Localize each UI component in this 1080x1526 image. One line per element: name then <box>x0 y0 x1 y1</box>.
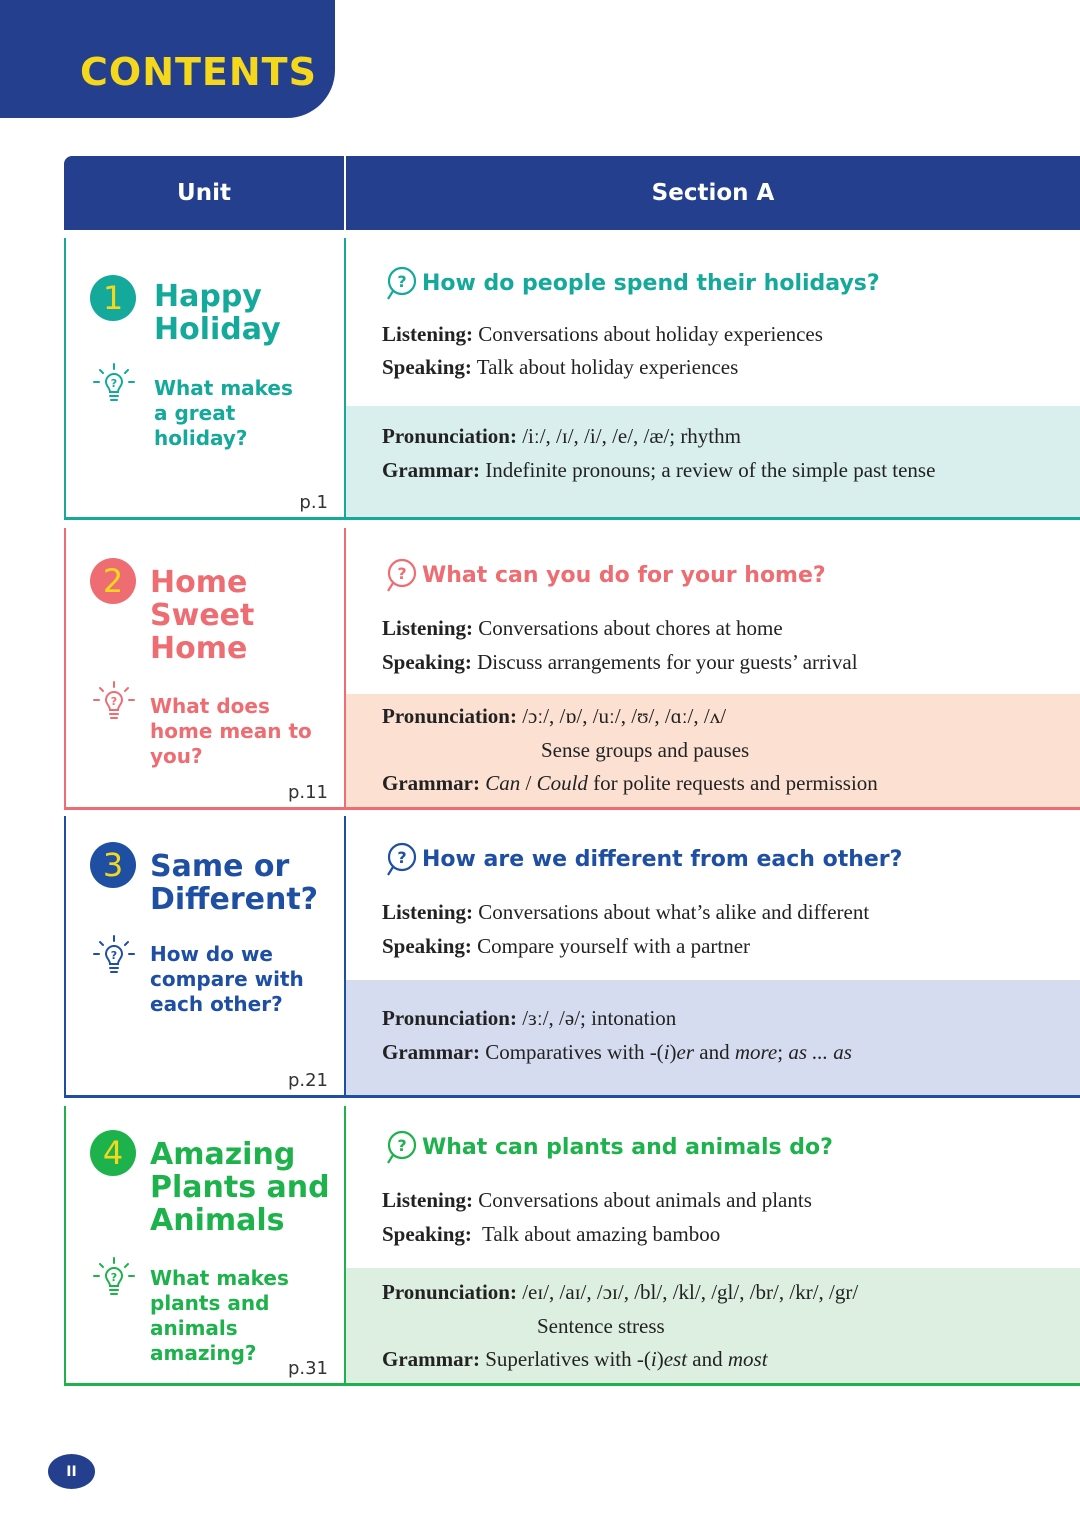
grammar-line <box>382 1040 852 1065</box>
listening-text: Conversations about chores at home <box>478 616 783 640</box>
pronunciation-label: Pronunciation: <box>382 424 517 448</box>
listening-line <box>382 1188 812 1213</box>
big-question-text: How do people spend their holidays? <box>422 270 880 296</box>
contents-tab <box>0 0 335 118</box>
language-band <box>346 980 1080 1095</box>
question-bubble-icon <box>382 1128 420 1166</box>
svg-text:?: ? <box>397 848 407 867</box>
grammar-label: Grammar: <box>382 1040 480 1064</box>
section-cell <box>346 816 1080 1098</box>
unit-question: What does home mean to you? <box>150 694 312 768</box>
grammar-text-a: Superlatives with -( <box>485 1347 651 1371</box>
big-question <box>382 840 902 878</box>
unit-row-2[interactable] <box>64 528 1080 810</box>
grammar-most: most <box>727 1347 768 1371</box>
unit-number-badge: 3 <box>90 842 136 888</box>
grammar-text-a: Comparatives with -( <box>485 1040 664 1064</box>
speaking-label: Speaking: <box>382 934 472 958</box>
grammar-label: Grammar: <box>382 458 480 482</box>
unit-cell <box>64 816 346 1098</box>
grammar-text: Indefinite pronouns; a review of the simple past tense <box>485 458 936 482</box>
speaking-line <box>382 355 738 380</box>
pronunciation-line-2: Sense groups and pauses <box>541 738 750 762</box>
page-number-badge: II <box>48 1454 95 1489</box>
big-question <box>382 264 880 302</box>
pronunciation-line-2: Sentence stress <box>537 1314 665 1338</box>
language-band <box>346 406 1080 517</box>
unit-cell <box>64 238 346 520</box>
listening-line <box>382 616 783 641</box>
grammar-as-as: as ... as <box>788 1040 852 1064</box>
speaking-line <box>382 650 858 675</box>
listening-line <box>382 322 823 347</box>
table-header <box>64 156 1080 230</box>
unit-question: What makes plants and animals amazing? <box>150 1266 289 1365</box>
unit-title: Home Sweet Home <box>150 565 255 666</box>
pronunciation-label: Pronunciation: <box>382 1280 517 1304</box>
grammar-text-b: ) <box>656 1347 664 1371</box>
pronunciation-label: Pronunciation: <box>382 704 517 728</box>
unit-question: What makes a great holiday? <box>154 376 293 450</box>
grammar-text-c: and <box>694 1040 735 1064</box>
grammar-label: Grammar: <box>382 771 480 795</box>
grammar-line <box>382 1347 768 1372</box>
pronunciation-label: Pronunciation: <box>382 1006 517 1030</box>
big-question-text: How are we different from each other? <box>422 846 903 872</box>
pronunciation-line <box>382 1280 858 1305</box>
listening-text: Conversations about animals and plants <box>478 1188 812 1212</box>
grammar-line <box>382 771 878 796</box>
unit-cell <box>64 1106 346 1386</box>
big-question-text: What can plants and animals do? <box>422 1134 833 1160</box>
big-question-text: What can you do for your home? <box>422 562 826 588</box>
language-band <box>346 1268 1080 1383</box>
listening-label: Listening: <box>382 616 474 640</box>
question-bubble-icon <box>382 840 420 878</box>
lightbulb-question-icon <box>92 680 136 724</box>
big-question <box>382 1128 833 1166</box>
big-question <box>382 556 826 594</box>
grammar-est: est <box>663 1347 688 1371</box>
lightbulb-question-icon <box>92 934 136 978</box>
listening-label: Listening: <box>382 900 474 924</box>
listening-line <box>382 900 869 925</box>
grammar-er: er <box>676 1040 695 1064</box>
unit-row-1[interactable] <box>64 238 1080 520</box>
grammar-more: more <box>734 1040 778 1064</box>
pronunciation-text: /eɪ/, /aɪ/, /ɔɪ/, /bl/, /kl/, /gl/, /br/, /kr/, /gr/ <box>522 1280 859 1304</box>
svg-text:?: ? <box>110 949 118 962</box>
svg-text:?: ? <box>397 564 407 583</box>
speaking-text: Discuss arrangements for your guests’ arrival <box>477 650 858 674</box>
listening-label: Listening: <box>382 322 474 346</box>
pronunciation-text: /ɜː/, /ə/; intonation <box>522 1006 677 1030</box>
pronunciation-line <box>382 704 726 729</box>
language-band <box>346 694 1080 807</box>
speaking-label: Speaking: <box>382 1222 472 1246</box>
unit-row-3[interactable] <box>64 816 1080 1098</box>
header-section-label: Section A <box>651 180 775 206</box>
svg-text:?: ? <box>110 695 118 708</box>
grammar-text: for polite requests and permission <box>587 771 878 795</box>
svg-text:?: ? <box>110 1271 118 1284</box>
pronunciation-text: /iː/, /ɪ/, /i/, /e/, /æ/; rhythm <box>522 424 741 448</box>
header-unit-label: Unit <box>177 180 231 206</box>
grammar-slash: / <box>520 771 537 795</box>
listening-label: Listening: <box>382 1188 474 1212</box>
speaking-text: Talk about holiday experiences <box>476 355 739 379</box>
page-reference[interactable]: p.11 <box>287 782 328 803</box>
unit-title: Amazing Plants and Animals <box>150 1137 330 1238</box>
grammar-text-d: ; <box>777 1040 789 1064</box>
pronunciation-text: /ɔː/, /ɒ/, /uː/, /ʊ/, /ɑː/, /ʌ/ <box>522 704 727 728</box>
header-unit <box>64 156 346 230</box>
question-bubble-icon <box>382 556 420 594</box>
unit-title: Happy Holiday <box>154 279 281 347</box>
svg-text:?: ? <box>110 377 118 390</box>
speaking-label: Speaking: <box>382 355 472 379</box>
unit-cell <box>64 528 346 810</box>
page-reference[interactable]: p.31 <box>287 1358 328 1379</box>
grammar-line <box>382 458 935 483</box>
page-reference[interactable]: p.1 <box>299 492 328 513</box>
svg-text:?: ? <box>397 272 407 291</box>
unit-number-badge: 1 <box>90 275 136 321</box>
grammar-label: Grammar: <box>382 1347 480 1371</box>
question-bubble-icon <box>382 264 420 302</box>
speaking-text: Talk about amazing bamboo <box>482 1222 721 1246</box>
section-cell <box>346 238 1080 520</box>
page-reference[interactable]: p.21 <box>287 1070 328 1091</box>
page-title: CONTENTS <box>80 50 317 94</box>
lightbulb-question-icon <box>92 1256 136 1300</box>
header-section <box>346 156 1080 230</box>
section-cell <box>346 1106 1080 1386</box>
pronunciation-line <box>382 1006 676 1031</box>
unit-number-badge: 2 <box>90 558 136 604</box>
grammar-could: Could <box>536 771 588 795</box>
grammar-text-c: and <box>687 1347 728 1371</box>
grammar-text-b: ) <box>669 1040 677 1064</box>
speaking-label: Speaking: <box>382 650 472 674</box>
speaking-line <box>382 934 750 959</box>
speaking-text: Compare yourself with a partner <box>477 934 751 958</box>
contents-table <box>64 156 1080 1379</box>
listening-text: Conversations about what’s alike and different <box>478 900 870 924</box>
unit-question: How do we compare with each other? <box>150 942 304 1016</box>
unit-title: Same or Different? <box>150 849 319 917</box>
lightbulb-question-icon <box>92 362 136 406</box>
svg-text:?: ? <box>397 1136 407 1155</box>
grammar-i: i <box>663 1040 670 1064</box>
speaking-line <box>382 1222 720 1247</box>
unit-number-badge: 4 <box>90 1130 136 1176</box>
section-cell <box>346 528 1080 810</box>
pronunciation-line <box>382 424 741 449</box>
listening-text: Conversations about holiday experiences <box>478 322 823 346</box>
grammar-can: Can <box>485 771 521 795</box>
grammar-i: i <box>650 1347 657 1371</box>
unit-row-4[interactable] <box>64 1106 1080 1386</box>
